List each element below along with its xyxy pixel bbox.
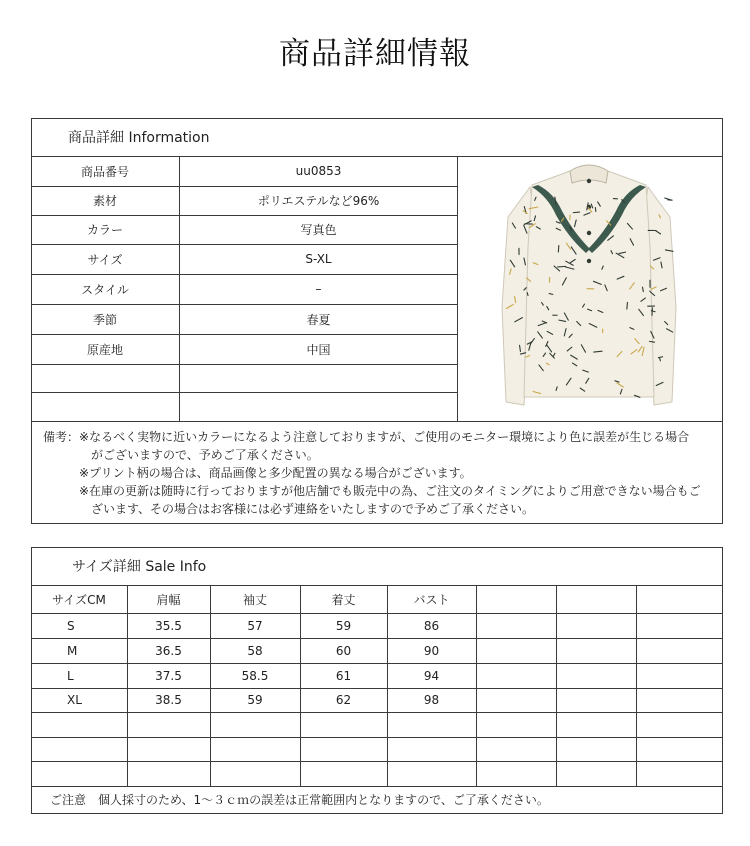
size-cell (636, 613, 722, 638)
print-mark (627, 302, 628, 309)
size-cell (476, 712, 556, 737)
size-cell (636, 712, 722, 737)
size-cell (300, 737, 387, 761)
size-header-cell: サイズCM (52, 592, 106, 607)
size-header-cell (476, 585, 556, 613)
info-label: スタイル (81, 282, 129, 297)
size-cell (476, 613, 556, 638)
size-cell: S (67, 618, 75, 633)
size-cell (636, 761, 722, 786)
size-cell: 59 (335, 618, 352, 633)
size-cell: 86 (423, 618, 440, 633)
note-color-cont: がございますので、予めご了承ください。 (91, 448, 319, 462)
note-stock: ※在庫の更新は随時に行っておりますが他店舗でも販売中の為、ご注文のタイミングによりご用意できない場合もご (79, 484, 701, 498)
info-label: 原産地 (86, 342, 123, 357)
print-mark (558, 266, 566, 267)
size-cell: 98 (423, 693, 440, 707)
size-cell: 35.5 (155, 618, 182, 633)
print-mark (527, 293, 528, 296)
notes-section (43, 428, 715, 518)
size-footnote: ご注意 個人採寸のため、1～３ｃｍの誤差は正常範囲内となりますので、ご了承ください。 (50, 793, 549, 807)
size-cell (476, 737, 556, 761)
size-cell (636, 737, 722, 761)
size-cell: 58.5 (241, 668, 269, 683)
info-label: カラー (86, 223, 123, 237)
print-mark (573, 212, 579, 213)
size-cell (210, 712, 300, 737)
info-value: – (315, 282, 322, 296)
size-cell (31, 737, 127, 761)
size-cell (300, 712, 387, 737)
info-label: 商品番号 (80, 164, 129, 179)
size-cell: 62 (335, 693, 352, 707)
size-cell (387, 737, 476, 761)
size-cell (556, 761, 636, 786)
divider (31, 421, 723, 422)
size-cell (636, 688, 722, 712)
size-cell: M (67, 643, 78, 658)
size-cell (476, 663, 556, 688)
info-label: 季節 (92, 312, 117, 327)
size-cell: 57 (247, 618, 263, 633)
size-header-cell (636, 585, 722, 613)
size-cell (387, 761, 476, 786)
note-stock-cont: ざいます、その場合はお客様には必ず連絡をいたしますので予めご了承ください。 (91, 502, 535, 516)
size-cell: 59 (247, 693, 263, 707)
info-value (180, 364, 457, 392)
info-label (31, 392, 179, 421)
size-cell (476, 638, 556, 663)
info-label: 素材 (92, 194, 117, 208)
note-color: ※なるべく実物に近いカラーになるよう注意しておりますが、ご使用のモニター環境により色に誤差が生じる場合 (79, 430, 690, 444)
size-cell (556, 613, 636, 638)
size-table-title: サイズ詳細 Sale Info (72, 559, 207, 575)
info-value: 中国 (306, 342, 331, 357)
size-cell (300, 761, 387, 786)
size-cell: 38.5 (155, 693, 182, 707)
size-cell (636, 663, 722, 688)
info-value: S-XL (305, 252, 332, 266)
size-cell (31, 761, 127, 786)
size-cell (127, 737, 210, 761)
size-cell (636, 638, 722, 663)
print-mark (549, 294, 553, 295)
size-cell (210, 761, 300, 786)
size-cell: 90 (423, 643, 440, 658)
size-cell: XL (67, 693, 82, 707)
size-header-cell: 着丈 (331, 592, 356, 607)
blouse-image (502, 165, 676, 405)
button (587, 259, 591, 263)
size-cell (476, 761, 556, 786)
size-cell: L (67, 668, 74, 683)
size-cell (556, 737, 636, 761)
size-cell (556, 663, 636, 688)
size-cell (31, 712, 127, 737)
size-cell (387, 712, 476, 737)
size-header-cell: 肩幅 (156, 592, 181, 607)
size-header-cell: バスト (413, 592, 450, 607)
info-value (180, 392, 457, 421)
size-cell: 94 (423, 668, 440, 683)
size-cell: 58 (247, 643, 263, 658)
size-cell: 37.5 (155, 668, 182, 683)
size-cell: 61 (335, 668, 352, 683)
product-info-title: 商品詳細 Information (68, 130, 210, 146)
page-title: 商品詳細情報 (279, 36, 471, 72)
size-cell (127, 712, 210, 737)
size-cell (476, 688, 556, 712)
size-cell: 36.5 (155, 643, 182, 658)
info-label: サイズ (87, 252, 123, 267)
info-value: 春夏 (306, 312, 331, 327)
size-cell (127, 761, 210, 786)
size-cell (556, 638, 636, 663)
info-value: ポリエステルなど96% (257, 194, 380, 208)
size-header-cell: 袖丈 (242, 592, 267, 607)
note-print: ※プリント柄の場合は、商品画像と多少配置の異なる場合がございます。 (79, 466, 472, 480)
size-header-cell (556, 585, 636, 613)
product-photo (458, 157, 721, 420)
info-value: uu0853 (295, 164, 342, 178)
size-cell: 60 (335, 643, 352, 658)
size-cell (210, 737, 300, 761)
size-cell (556, 712, 636, 737)
size-cell (556, 688, 636, 712)
button (587, 179, 591, 183)
button (587, 231, 591, 235)
info-label (31, 364, 179, 392)
notes-prefix: 備考： (43, 430, 80, 444)
info-value: 写真色 (300, 223, 337, 237)
